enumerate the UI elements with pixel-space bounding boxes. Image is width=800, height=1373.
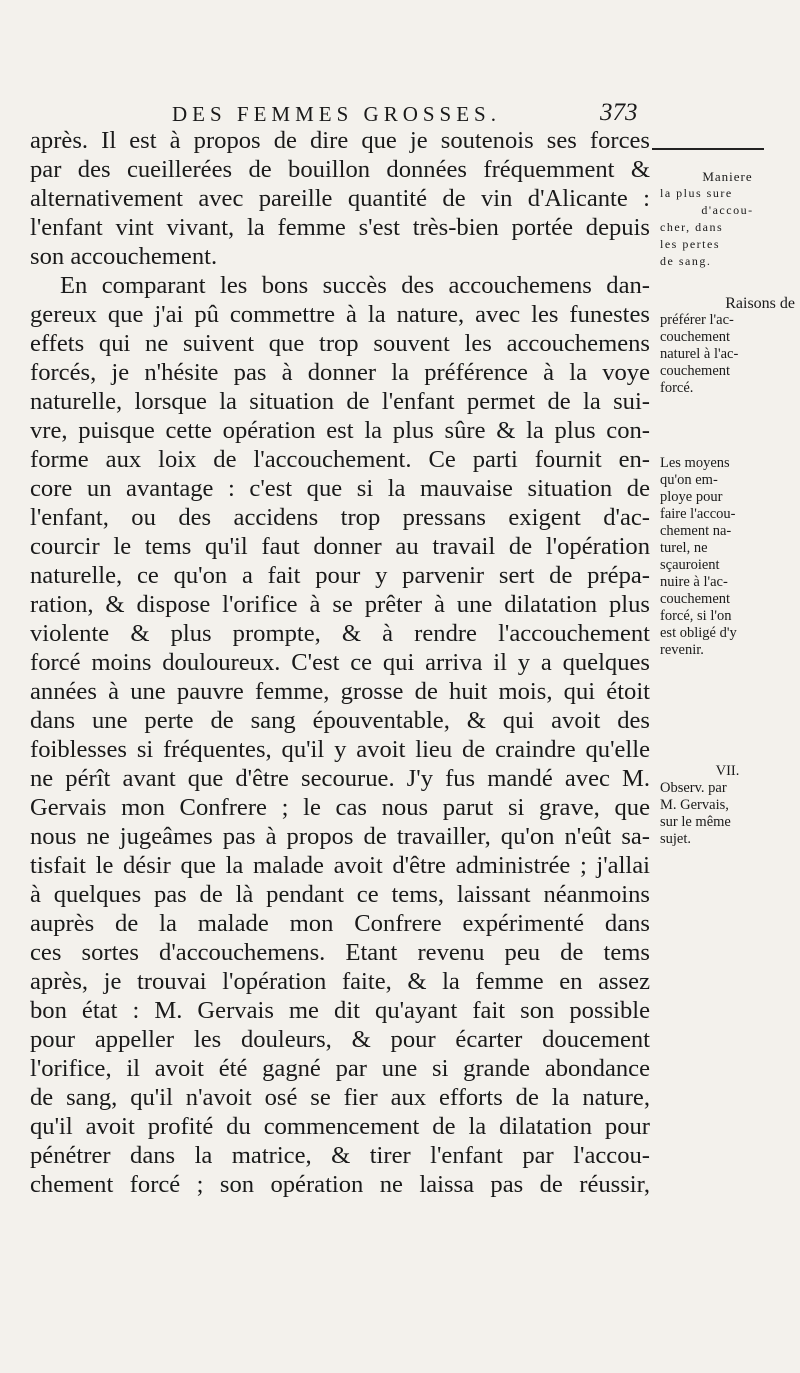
margin-note-maniere [660, 168, 795, 270]
text-line: ne pérît avant que d'être secourue. J'y fus mandé avec M. [30, 765, 650, 792]
margin-line: couchement [660, 591, 731, 607]
margin-note-moyens [660, 455, 795, 659]
margin-line: ploye pour [660, 489, 723, 505]
margin-line: la plus sure [660, 186, 733, 200]
margin-line: sujet. [660, 831, 692, 847]
text-line: alternativement avec pareille quantité de vin d'Alicante : [30, 185, 650, 212]
text-line: ces sortes d'accouchemens. Etant revenu peu de tems [30, 939, 650, 966]
text-line: chement forcé ; son opération ne laissa pas de réussir, [30, 1171, 650, 1198]
margin-line: revenir. [660, 642, 704, 658]
text-line: ration, & dispose l'orifice à se prêter à une dilatation plus [30, 591, 650, 618]
text-line: dans une perte de sang épouventable, & qui avoit des [30, 707, 650, 734]
text-line: Gervais mon Confrere ; le cas nous parut si grave, que [30, 794, 650, 821]
text-line: après, je trouvai l'opération faite, & la femme en assez [30, 968, 650, 995]
margin-line: couchement [660, 363, 731, 379]
text-line: core un avantage : c'est que si la mauvaise situation de [30, 475, 650, 502]
margin-line: VII. [715, 763, 740, 779]
text-line: l'orifice, il avoit été gagné par une si grande abondance [30, 1055, 650, 1082]
margin-line: naturel à l'ac- [660, 346, 739, 362]
margin-line: est obligé d'y [660, 625, 737, 641]
margin-line: de sang. [660, 254, 712, 268]
margin-line: qu'on em- [660, 472, 718, 488]
text-line: son accouchement. [30, 243, 218, 270]
text-line: foiblesses si fréquentes, qu'il y avoit lieu de craindre qu'elle [30, 736, 650, 763]
text-line: vre, puisque cette opération est la plus sûre & la plus con- [30, 417, 650, 444]
margin-line: d'accou- [701, 203, 754, 217]
text-line: naturelle, ce qu'on a fait pour y parvenir sert de prépa- [30, 562, 650, 589]
text-line: de sang, qu'il n'avoit osé se fier aux efforts de la nature, [30, 1084, 650, 1111]
text-line: l'enfant vint vivant, la femme s'est très-bien portée depuis [30, 214, 650, 241]
text-line: pour appeller les douleurs, & pour écarter doucement [30, 1026, 650, 1053]
margin-line: préférer l'ac- [660, 312, 734, 328]
margin-line: forcé, si l'on [660, 608, 732, 624]
text-line: l'enfant, ou des accidens trop pressans exigent d'ac- [30, 504, 650, 531]
text-line: nous ne jugeâmes pas à propos de travailler, qu'on n'eût sa- [30, 823, 650, 850]
text-line: tisfait le désir que la malade avoit d'être administrée ; j'allai [30, 852, 650, 879]
text-line: effets qui ne suivent que trop souvent les accouchemens [30, 330, 650, 357]
margin-line: chement na- [660, 523, 732, 539]
margin-line: cher, dans [660, 220, 724, 234]
margin-line: M. Gervais, [660, 797, 729, 813]
text-line: violente & plus prompte, & à rendre l'accouchement [30, 620, 650, 647]
text-line: forcés, je n'hésite pas à donner la préférence à la voye [30, 359, 650, 386]
text-line: naturelle, lorsque la situation de l'enfant permet de la sui- [30, 388, 650, 415]
body-text [30, 126, 650, 1199]
margin-note-observation [660, 763, 795, 848]
text-line: gereux que j'ai pû commettre à la nature, avec les funestes [30, 301, 650, 328]
text-line: forcé moins douloureux. C'est ce qui arriva il y a quelques [30, 649, 650, 676]
margin-rule [652, 148, 764, 150]
text-line: qu'il avoit profité du commencement de la dilatation pour [30, 1113, 650, 1140]
margin-line: les pertes [660, 237, 720, 251]
running-title: DES FEMMES GROSSES. [172, 102, 501, 126]
margin-line: turel, ne [660, 540, 708, 556]
margin-line: Observ. par [660, 780, 727, 796]
margin-line: sur le même [660, 814, 731, 830]
text-line: par des cueillerées de bouillon données fréquemment & [30, 156, 650, 183]
text-line: pénétrer dans la matrice, & tirer l'enfant par l'accou- [30, 1142, 650, 1169]
margin-line: Raisons de [725, 295, 795, 312]
margin-line: couchement [660, 329, 731, 345]
text-line: En comparant les bons succès des accouchemens dan- [60, 272, 650, 299]
margin-note-raisons [660, 295, 795, 397]
text-line: courcir le tems qu'il faut donner au travail de l'opération [30, 533, 650, 560]
text-line: forme aux loix de l'accouchement. Ce parti fournit en- [30, 446, 650, 473]
margin-line: Les moyens [660, 455, 730, 471]
margin-line: nuire à l'ac- [660, 574, 728, 590]
text-line: à quelques pas de là pendant ce tems, laissant néanmoins [30, 881, 650, 908]
text-line: après. Il est à propos de dire que je soutenois ses forces [30, 127, 650, 154]
text-line: années à une pauvre femme, grosse de huit mois, qui étoit [30, 678, 650, 705]
margin-line: Maniere [702, 169, 753, 184]
text-line: auprès de la malade mon Confrere expérimenté dans [30, 910, 650, 937]
page-number: 373 [600, 99, 638, 126]
margin-line: sçauroient [660, 557, 720, 573]
text-line: bon état : M. Gervais me dit qu'ayant fait son possible [30, 997, 650, 1024]
margin-line: faire l'accou- [660, 506, 736, 522]
margin-line: forcé. [660, 380, 694, 396]
